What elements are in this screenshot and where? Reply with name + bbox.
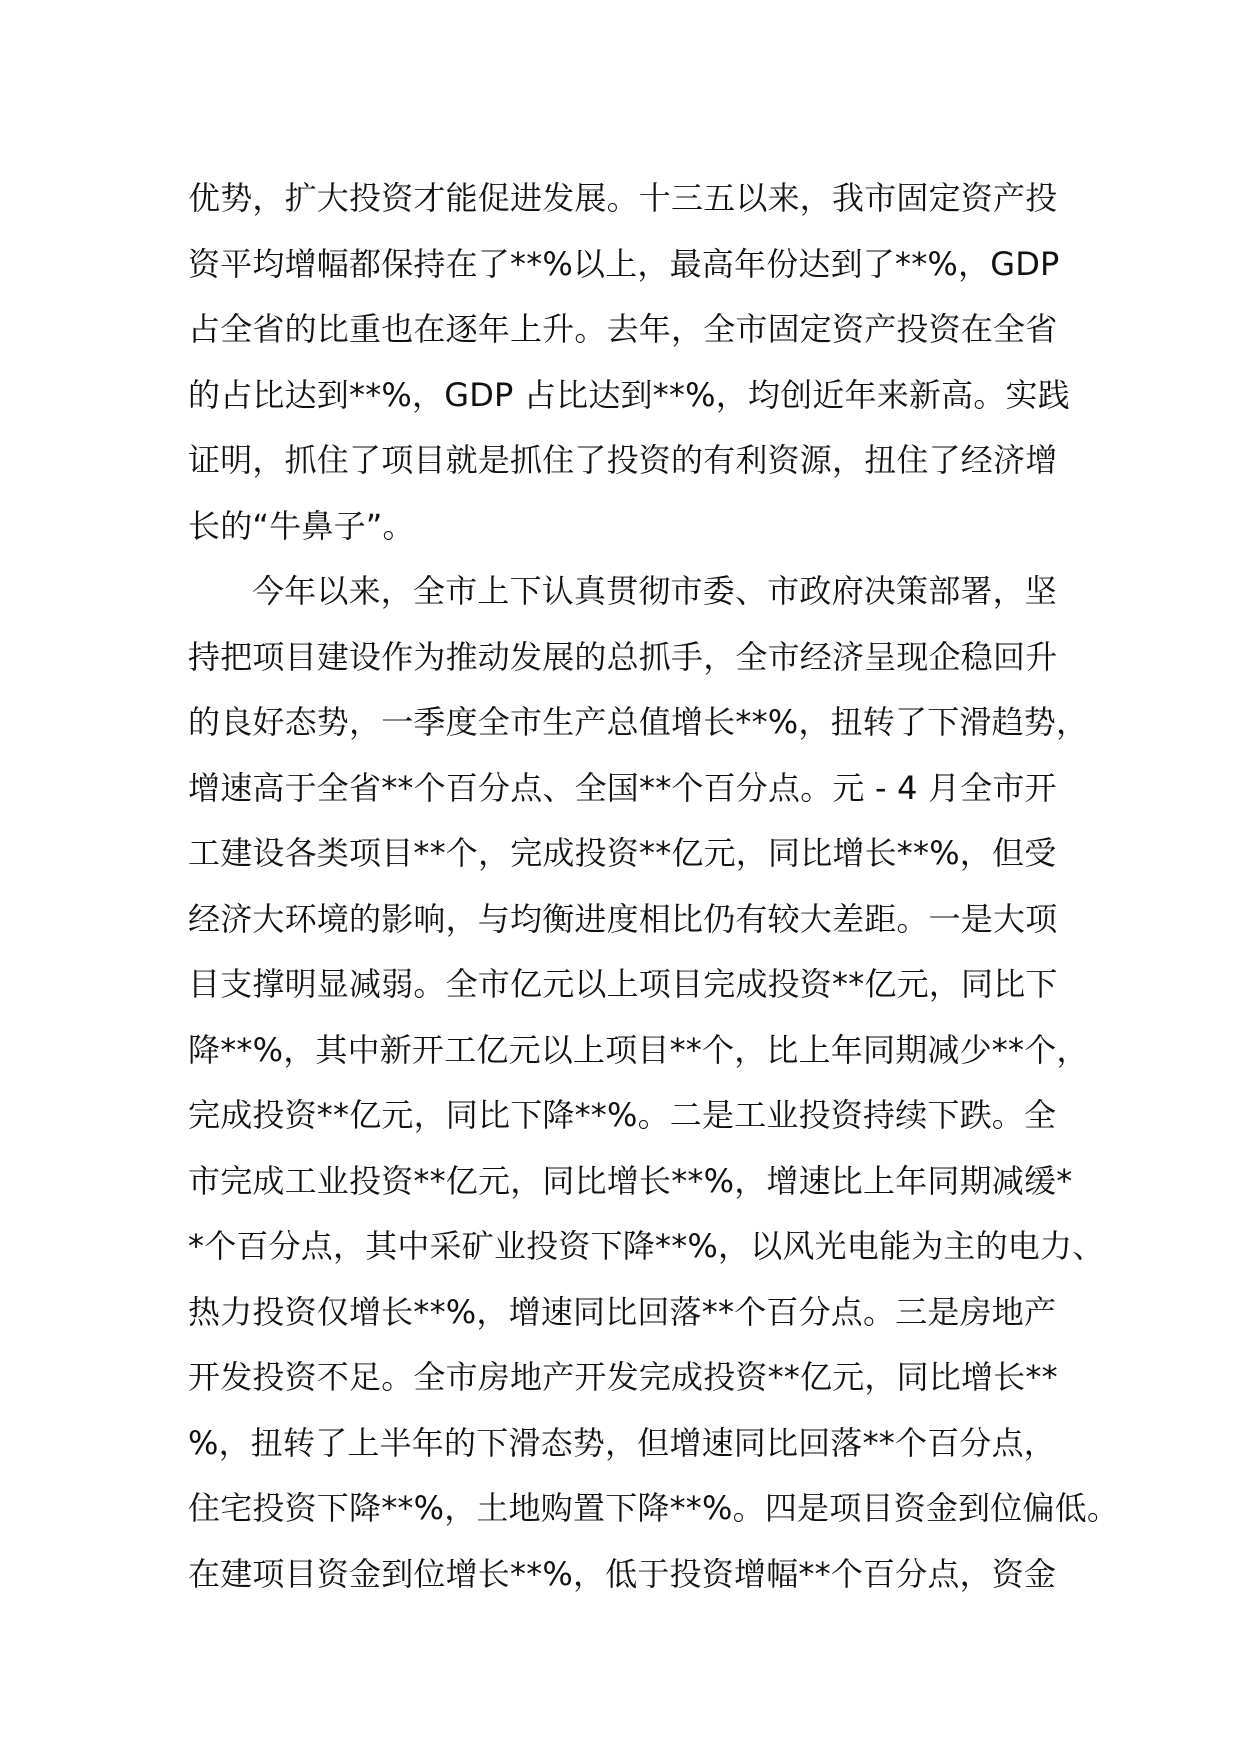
text-line: %，扭转了上半年的下滑态势，但增速同比回落**个百分点， xyxy=(188,1423,1057,1462)
text-line: *个百分点，其中采矿业投资下降**%，以风光电能为主的电力、 xyxy=(188,1227,1105,1265)
text-line: 热力投资仅增长**%，增速同比回落**个百分点。三是房地产 xyxy=(188,1292,1057,1331)
text-line: 的良好态势，一季度全市生产总值增长**%，扭转了下滑趋势， xyxy=(188,703,1089,741)
text-line: 资平均增幅都保持在了**%以上，最高年份达到了**%，GDP xyxy=(188,244,1060,283)
text-line: 优势，扩大投资才能促进发展。十三五以来，我市固定资产投 xyxy=(188,179,1058,217)
text-line: 经济大环境的影响，与均衡进度相比仍有较大差距。一是大项 xyxy=(188,899,1058,938)
paragraph-start-line: 今年以来，全市上下认真贯彻市委、市政府决策部署，坚 xyxy=(252,572,1058,610)
text-line: 长的“牛鼻子”。 xyxy=(188,506,415,545)
text-line: 增速高于全省**个百分点、全国**个百分点。元 - 4 月全市开 xyxy=(188,768,1057,807)
text-line: 完成投资**亿元，同比下降**%。二是工业投资持续下跌。全 xyxy=(188,1096,1057,1134)
text-line: 目支撑明显减弱。全市亿元以上项目完成投资**亿元，同比下 xyxy=(188,965,1058,1003)
text-line: 住宅投资下降**%，土地购置下降**%。四是项目资金到位偏低。 xyxy=(188,1489,1120,1527)
text-line: 在建项目资金到位增长**%，低于投资增幅**个百分点，资金 xyxy=(188,1554,1057,1593)
text-line: 工建设各类项目**个，完成投资**亿元，同比增长**%，但受 xyxy=(188,834,1057,872)
text-line: 的占比达到**%，GDP 占比达到**%，均创近年来新高。实践 xyxy=(188,375,1070,414)
document-body xyxy=(188,166,1120,1607)
text-line: 证明，抓住了项目就是抓住了投资的有利资源，扭住了经济增 xyxy=(188,441,1058,479)
text-line: 降**%，其中新开工亿元以上项目**个，比上年同期减少**个， xyxy=(188,1030,1089,1069)
text-line: 持把项目建设作为推动发展的总抓手，全市经济呈现企稳回升 xyxy=(188,637,1058,676)
text-line: 占全省的比重也在逐年上升。去年，全市固定资产投资在全省 xyxy=(188,310,1058,348)
text-line: 市完成工业投资**亿元，同比增长**%，增速比上年同期减缓* xyxy=(188,1161,1073,1200)
text-line: 开发投资不足。全市房地产开发完成投资**亿元，同比增长** xyxy=(188,1358,1058,1396)
